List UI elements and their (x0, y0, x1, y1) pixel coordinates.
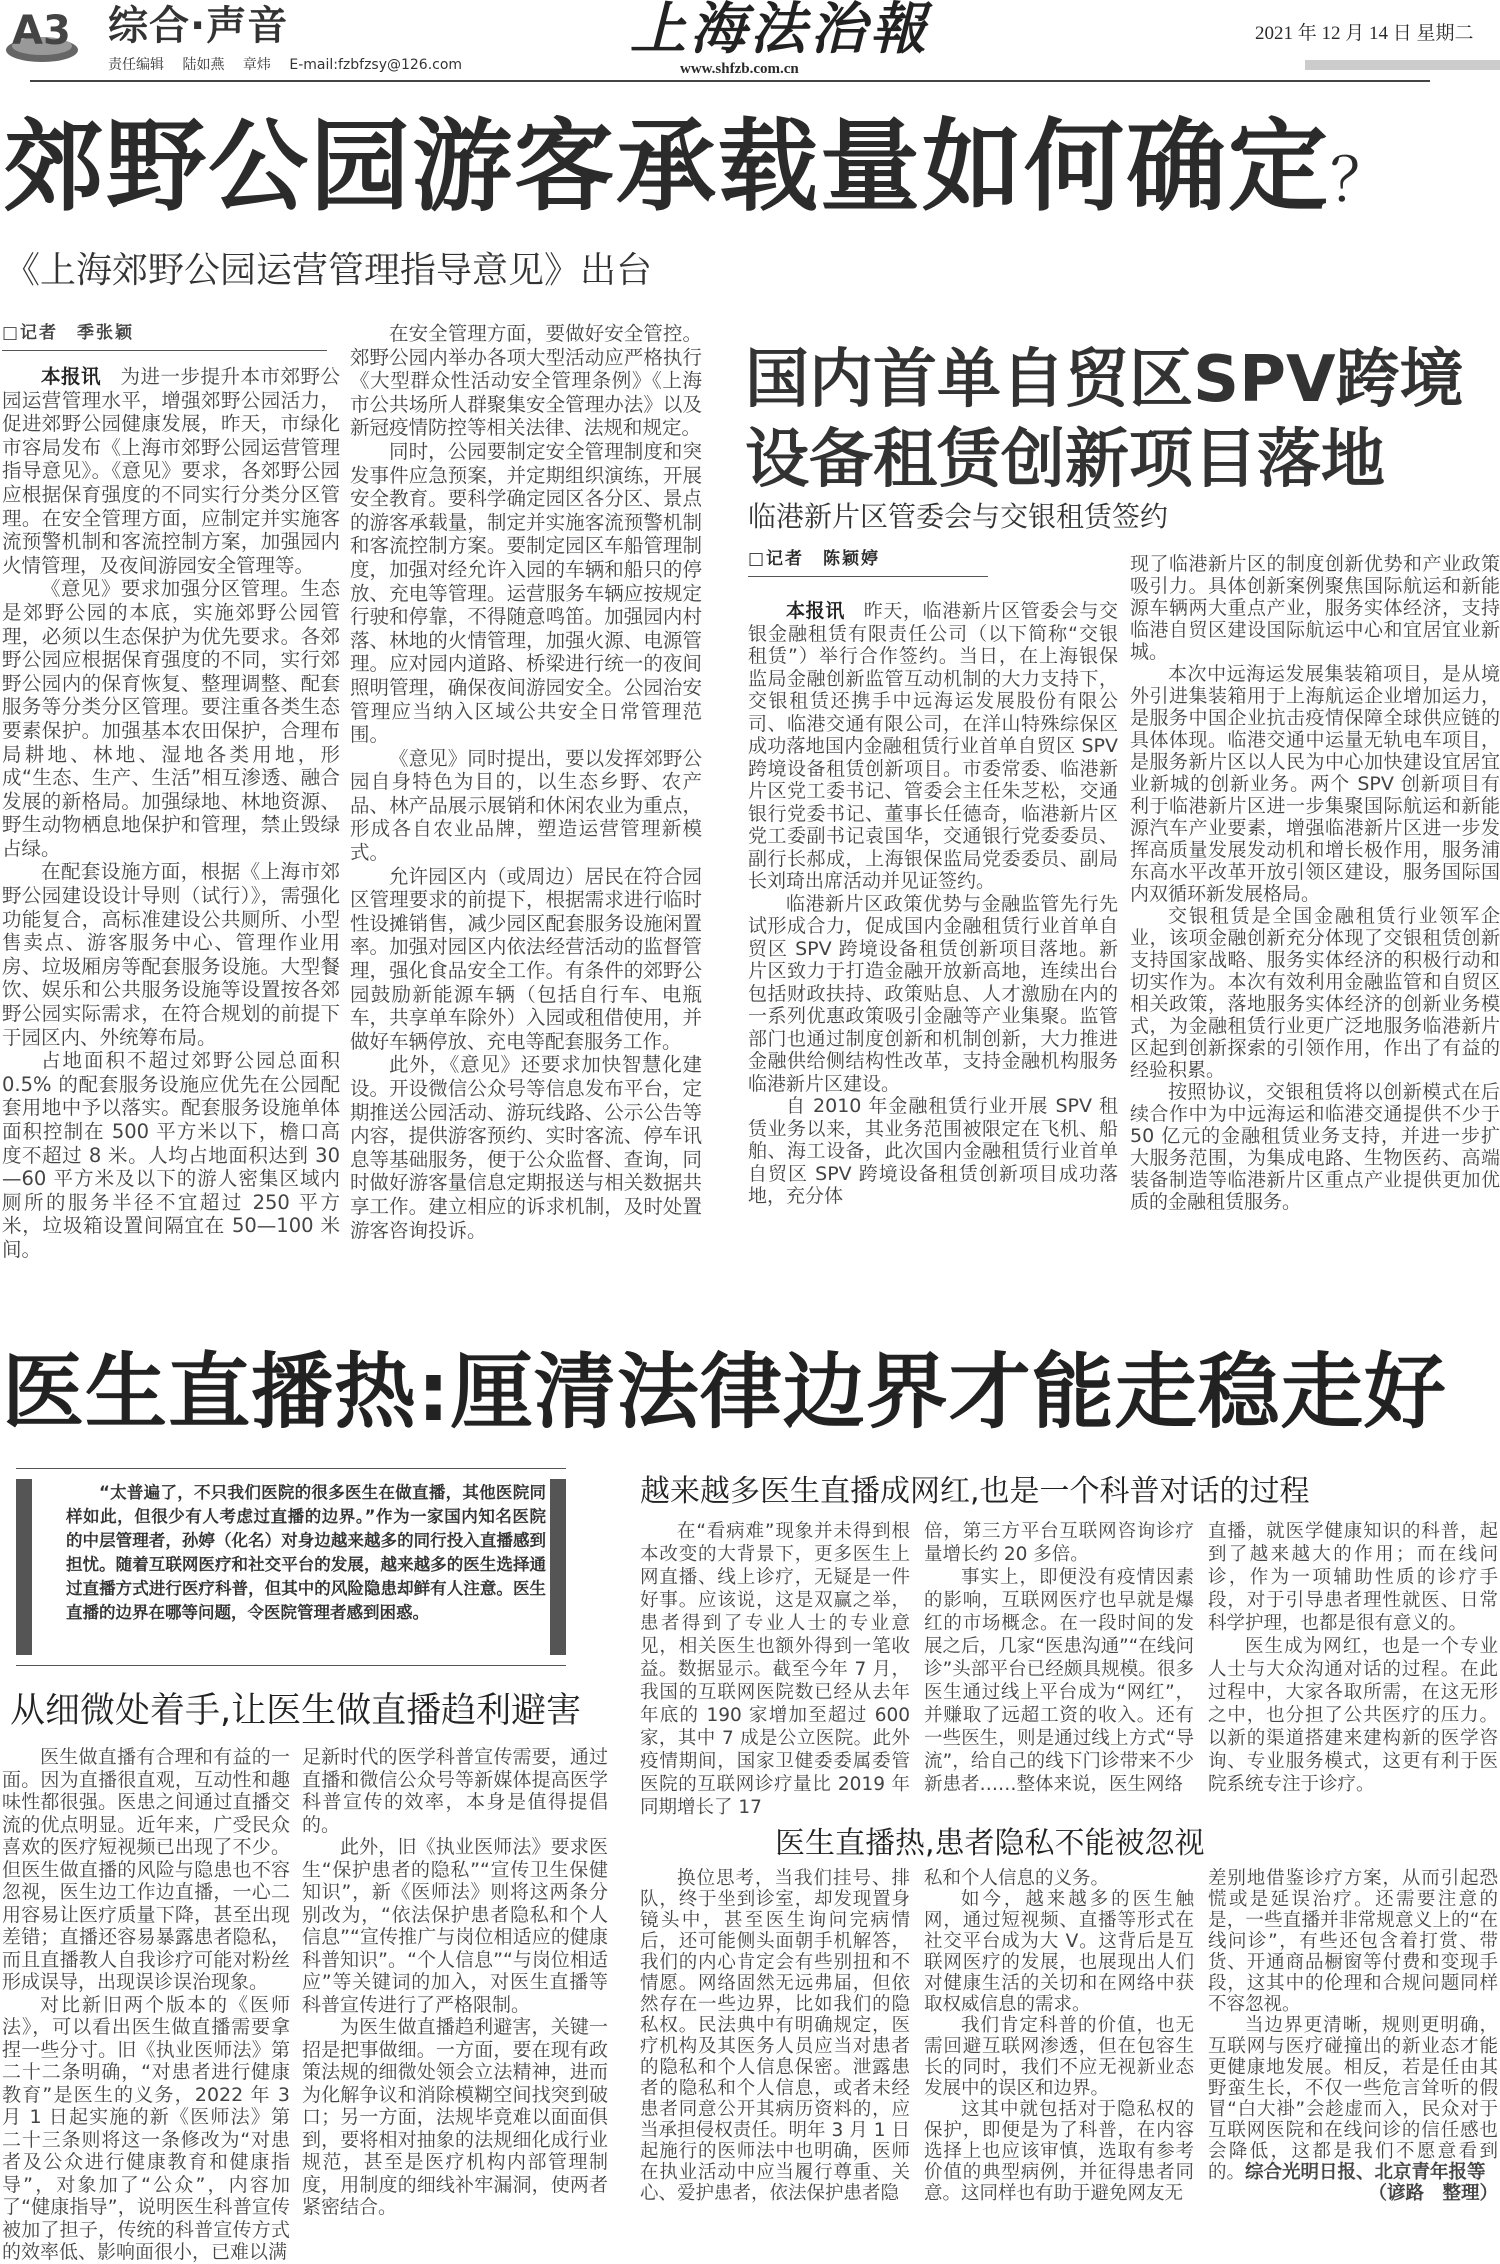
article2-subtitle: 临港新片区管委会与交银租赁签约 (748, 500, 1169, 533)
website-link[interactable]: www.shfzb.com.cn (680, 61, 799, 77)
paragraph: 现了临港新片区的制度创新优势和产业政策吸引力。具体创新案例聚焦国际航运和新能源车辆两大重点产业，服务实体经济，支持临港自贸区建设国际航运中心和宜居宜业新城。 (1130, 553, 1500, 663)
paragraph: 为医生做直播趋利避害，关键一招是把事做细。一方面，要在现有政策法规的细微处领会立法精神，进而为化解争议和消除模糊空间找突到破口；另一方面，法规毕竟难以面面俱到，要将相对抽象的法规细化成行业规范，甚至是医疗机构内部管理制度，用制度的细线补牢漏洞，使两者紧密结合。 (302, 2016, 608, 2218)
right-top-heading: 越来越多医生直播成网红,也是一个科普对话的过程 (640, 1474, 1310, 1509)
right-bottom-column-1 (640, 1868, 910, 2204)
right-bottom-column-3 (1208, 1868, 1498, 2204)
paragraph: 临港新片区政策优势与金融监管先行先试形成合力，促成国内金融租赁行业首单自贸区 SPV 跨境设备租赁创新项目落地。新片区致力于打造金融开放新高地，连续出台包括财政扶持、政策贴息、人才激励在内的一系列优惠政策吸引金融等产业集聚。监管部门也通过制度创新和机制创新，大力推进金融供给侧结构性改革，支持金融机构服务临港新片区建设。 (748, 892, 1118, 1095)
issue-date: 2021 年 12 月 14 日 星期二 (1255, 23, 1474, 44)
paragraph: 此外，《意见》还要求加快智慧化建设。开设微信公众号等信息发布平台，定期推送公园活动、游玩线路、公示公告等内容，提供游客预约、实时客流、停车讯息等基础服务，便于公众监督、查询，同时做好游客量信息定期报送与相关数据共享工作。建立相应的诉求机制，及时处置游客咨询投诉。 (350, 1053, 702, 1242)
page-number-badge (4, 4, 86, 64)
paragraph (1208, 2015, 1498, 2183)
paragraph: 允许园区内（或周边）居民在符合园区管理要求的前提下，根据需求进行临时性设摊销售，减少园区配套服务设施闲置率。加强对园区内依法经营活动的监督管理，强化食品安全工作。有条件的郊野公园鼓励新能源车辆（包括自行车、电瓶车，共享单车除外）入园或租借使用，并做好车辆停放、充电等配套服务工作。 (350, 864, 702, 1053)
page-number: A3 (12, 8, 71, 54)
editor-note: （谚路 整理） (1368, 2183, 1498, 2204)
right-top-column-2 (924, 1520, 1194, 1796)
article1-headline (4, 108, 1392, 225)
article1-column-1 (2, 322, 340, 1262)
intro-quote-text: “太普遍了，不只我们医院的很多医生在做直播，其他医院同样如此，但很少有人考虑过直播的边界。”作为一家国内知名医院的中层管理者，孙婷（化名）对身边越来越多的同行投入直播感到担忧。随着互联网医疗和社交平台的发展，越来越多的医生选择通过直播方式进行医疗科普，但其中的风险隐患却鲜有人注意。医生直播的边界在哪等问题，令医院管理者感到困惑。 (66, 1483, 546, 1622)
paragraph: 足新时代的医学科普宣传需要，通过直播和微信公众号等新媒体提高医学科普宣传的效率，本身是值得提倡的。 (302, 1746, 608, 1836)
source-credit: 综合光明日报、北京青年报等 (1245, 2162, 1486, 2183)
paragraph: 占地面积不超过郊野公园总面积 0.5% 的配套服务设施应优先在公园配套用地中予以落实。配套服务设施单体面积控制在 500 平方米以下，檐口高度不超过 8 米。人均占地面积达到 30—60 平方米及以下的游人密集区域内厕所的服务半径不宜超过 250 平方米，垃圾箱设置间隔宜在 50—100 米间。 (2, 1049, 340, 1261)
paragraph: 对比新旧两个版本的《医师法》，可以看出医生做直播需要拿捏一些分寸。旧《执业医师法》第二十二条明确，“对患者进行健康教育”是医生的义务，2022 年 3 月 1 日起实施的新《医师法》第二十三条则将这一条修改为“对患者及公众进行健康教育和健康指导”，对象加了“公众”，内容加了“健康指导”，说明医生科普宣传被加了担子，传统的科普宣传方式的效率低、影响面很小，已难以满 (2, 1993, 290, 2263)
left-section-heading: 从细微处着手,让医生做直播趋利避害 (10, 1691, 582, 1731)
paragraph: 直播，就医学健康知识的科普，起到了越来越大的作用；而在线问诊，作为一项辅助性质的诊疗手段，对于引导患者理性就医、日常科学护理，也都是很有意义的。 (1208, 1521, 1498, 1634)
paragraph: 差别地借鉴诊疗方案，从而引起恐慌或是延误治疗。还需要注意的是，一些直播并非常规意义上的“在线问诊”，有些还包含着打赏、带货、开通商品橱窗等付费和变现手段，这其中的伦理和合规问题同样不容忽视。 (1208, 1868, 1498, 2015)
lead-tag: 本报讯 (41, 365, 101, 388)
right-top-column-3 (1208, 1520, 1498, 1796)
paragraph: 事实上，即便没有疫情因素的影响，互联网医疗也早就是爆红的市场概念。在一段时间的发展之后，几家“医患沟通”“在线问诊”头部平台已经颇具规模。很多医生通过线上平台成为“网红”，并赚取了远超工资的收入。还有一些医生，则是通过线上方式“导流”，给自己的线下门诊带来不少新患者……整体来说，医生网络 (924, 1567, 1194, 1795)
quote-bar-right (550, 1479, 566, 1655)
paragraph-text: 当边界更清晰，规则更明确，互联网与医疗碰撞出的新业态才能更健康地发展。相反，若是任由其野蛮生长，不仅一些危言耸听的假冒“白大褂”会趁虚而入，民众对于互联网医院和在线问诊的信任感也会降低，这都是我们不愿意看到的。 (1208, 2015, 1498, 2183)
editors-label: 责任编辑 (108, 57, 164, 73)
editor-name: 章炜 (242, 57, 271, 73)
paragraph-text: 昨天，临港新片区管委会与交银金融租赁有限责任公司（以下简称“交银租赁”）举行合作签约。当日，在上海银保监局金融创新监管互动机制的大力支持下，交银租赁还携手中远海运发展股份有限公司、临港交通有限公司，在洋山特殊综保区成功落地国内金融租赁行业首单自贸区 SPV 跨境设备租赁创新项目。市委常委、临港新片区党工委书记、管委会主任朱芝松，交通银行党委书记、董事长任德奇，临港新片区党工委副书记袁国华，交通银行党委委员、副行长郝成，上海银保监局党委委员、副局长刘琦出席活动并见证签约。 (748, 600, 1118, 892)
right-bottom-column-2 (924, 1868, 1194, 2204)
article3-headline: 医生直播热:厘清法律边界才能走稳走好 (2, 1345, 1447, 1440)
article1-byline: □记者 季张颖 (2, 322, 327, 351)
headline-question-mark: ？ (1330, 146, 1392, 216)
paragraph: 这其中就包括对于隐私权的保护，即便是为了科普，在内容选择上也应该审慎，选取有参考价值的典型病例，并征得患者同意。这同样也有助于避免网友无 (924, 2099, 1194, 2204)
section-title: 综合·声音 (108, 3, 289, 49)
paragraph: 换位思考，当我们挂号、排队，终于坐到诊室，却发现置身镜头中，甚至医生询问完病情后，还可能侧头面朝手机解答，我们的内心肯定会有些别扭和不情愿。网络固然无远弗届，但依然存在一些边界，比如我们的隐私权。民法典中有明确规定，医疗机构及其医务人员应当对患者的隐私和个人信息保密。泄露患者的隐私和个人信息，或者未经患者同意公开其病历资料的，应当承担侵权责任。明年 3 月 1 日起施行的医师法中也明确，医师在执业活动中应当履行尊重、关心、爱护患者，依法保护患者隐 (640, 1868, 910, 2204)
paragraph: 本次中远海运发展集装箱项目，是从境外引进集装箱用于上海航运企业增加运力，是服务中国企业抗击疫情保障全球供应链的具体体现。临港交通中运量无轨电车项目，是服务新片区以人民为中心加快建设宜居宜业新城的创新业务。两个 SPV 创新项目有利于临港新片区进一步集聚国际航运和新能源汽车产业要素，增强临港新片区进一步发挥高质量发展发动机和增长极作用，服务浦东高水平改革开放引领区建设，服务国际国内双循环新发展格局。 (1130, 663, 1500, 905)
editor-email: E-mail:fzbfzsy@126.com (289, 57, 463, 73)
paragraph: 《意见》要求加强分区管理。生态是郊野公园的本底，实施郊野公园管理，必须以生态保护为优先要求。各郊野公园应根据保育强度的不同，实行郊野公园内的保育恢复、整理调整、配套服务等分类分区管理。要注重各类生态要素保护。加强基本农田保护，合理布局耕地、林地、湿地各类用地，形成“生态、生产、生活”相互渗透、融合发展的新格局。加强绿地、林地资源、野生动物栖息地保护和管理，禁止毁绿占绿。 (2, 577, 340, 860)
right-top-column-1 (640, 1520, 910, 1819)
quote-bar-left (16, 1479, 32, 1655)
paragraph: 同时，公园要制定安全管理制度和突发事件应急预案，并定期组织演练，开展安全教育。要科学确定园区各分区、景点的游客承载量，制定并实施客流预警机制和客流控制方案。要制定园区车船管理制度，加强对经允许入园的车辆和船只的停放、充电等管理。运营服务车辆应按规定行驶和停靠，不得随意鸣笛。加强园内村落、林地的火情管理，加强火源、电源管理。应对园内道路、桥梁进行统一的夜间照明管理，确保夜间游园安全。公园治安管理应当纳入区域公共安全日常管理范围。 (350, 439, 702, 747)
paragraph: 在“看病难”现象并未得到根本改变的大背景下，更多医生上网直播、线上诊疗，无疑是一件好事。应该说，这是双赢之举，患者得到了专业人士的专业意见，相关医生也额外得到一笔收益。数据显示。截至今年 7 月，我国的互联网医院数已经从去年年底的 190 家增加至超过 600 家，其中 7 成是公立医院。此外疫情期间，国家卫健委委属委管医院的互联网诊疗量比 2019 年同期增长了 17 (640, 1521, 910, 1818)
paragraph: 私和个人信息的义务。 (924, 1868, 1110, 1889)
paragraph: 交银租赁是全国金融租赁行业领军企业，该项金融创新充分体现了交银租赁创新支持国家战略、服务实体经济的积极行动和切实作为。本次有效利用金融监管和自贸区相关政策，落地服务实体经济的创新业务模式，为金融租赁行业更广泛地服务临港新片区起到创新探索的引领作用，作出了有益的经验积累。 (1130, 905, 1500, 1081)
article2-byline: □记者 陈颖婷 (748, 548, 988, 577)
editor-name: 陆如燕 (182, 57, 225, 73)
lead-tag: 本报讯 (786, 600, 845, 622)
paragraph: 此外，旧《执业医师法》要求医生“保护患者的隐私”“宣传卫生保健知识”，新《医师法》则将这两条分别改为，“依法保护患者隐私和个人信息”“宣传推广与岗位相适应的健康科普知识”。“个人信息”“与岗位相适应”等关键词的加入，对医生直播等科普宣传进行了严格限制。 (302, 1836, 608, 2016)
headline-text: 郊野公园游客承载量如何确定 (4, 108, 1330, 225)
article2-headline (745, 340, 1464, 500)
paragraph (748, 600, 1118, 893)
header-divider (30, 80, 1430, 82)
paragraph: 在安全管理方面，要做好安全管控。郊野公园内举办各项大型活动应严格执行《大型群众性活动安全管理条例》《上海市公共场所人群聚集安全管理办法》以及新冠疫情防控等相关法律、法规和规定。 (350, 322, 702, 440)
right-bottom-heading: 医生直播热,患者隐私不能被忽视 (775, 1826, 1205, 1861)
paragraph: 倍，第三方平台互联网咨询诊疗量增长约 20 多倍。 (924, 1521, 1194, 1565)
paragraph: 自 2010 年金融租赁行业开展 SPV 租赁业务以来，其业务范围被限定在飞机、船舶、海工设备，此次国内金融租赁行业首单自贸区 SPV 跨境设备租赁创新项目成功落地，充分体 (748, 1095, 1118, 1207)
editors-line (108, 56, 476, 74)
paragraph: 医生做直播有合理和有益的一面。因为直播很直观，互动性和趣味性都很强。医患之间通过直播交流的优点明显。近年来，广受民众喜欢的医疗短视频已出现了不少。但医生做直播的风险与隐患也不容忽视，医生边工作边直播，一心二用容易让医疗质量下降，甚至出现差错；直播还容易暴露患者隐私，而且直播教人自我诊疗可能对粉丝形成误导，出现误诊误治现象。 (2, 1746, 290, 1993)
article2-column-2 (1130, 553, 1500, 1213)
paragraph: 在配套设施方面，根据《上海市郊野公园建设设计导则（试行）》，需强化功能复合，高标准建设公共厕所、小型售卖点、游客服务中心、管理作业用房、垃圾厢房等配套服务设施。大型餐饮、娱乐和公共服务设施等设置按各郊野公园实际需求，在符合规划的前提下于园区内、外统筹布局。 (2, 860, 340, 1049)
decorative-bar (1305, 60, 1500, 70)
paragraph: 《意见》同时提出，要以发挥郊野公园自身特色为目的，以生态乡野、农产品、林产品展示展销和休闲农业为重点，形成各自农业品牌，塑造运营管理新模式。 (350, 746, 702, 865)
paragraph (2, 365, 340, 577)
article1-column-2 (350, 322, 702, 1242)
paragraph: 如今，越来越多的医生触网，通过短视频、直播等形式在社交平台成为大 V。这背后是互联网医疗的发展，也展现出人们对健康生活的关切和在网络中获取权威信息的需求。 (924, 1889, 1194, 2015)
newspaper-masthead: 上海法治報 (630, 0, 930, 62)
headline-line: 国内首单自贸区SPV跨境 (745, 343, 1464, 417)
headline-line: 设备租赁创新项目落地 (745, 423, 1385, 497)
paragraph: 按照协议，交银租赁将以创新模式在后续合作中为中远海运和临港交通提供不少于 50 亿元的金融租赁业务支持，并进一步扩大服务范围，为集成电路、生物医药、高端装备制造等临港新片区重点产业提供更加优质的金融租赁服务。 (1130, 1081, 1500, 1213)
paragraph: 医生成为网红，也是一个专业人士与大众沟通对话的过程。在此过程中，大家各取所需，在这无形之中，也分担了公共医疗的压力。以新的渠道搭建来建构新的医学咨询、专业服务模式，这更有利于医院系统专注于诊疗。 (1208, 1636, 1498, 1795)
paragraph-text: 为进一步提升本市郊野公园运营管理水平，增强郊野公园活力，促进郊野公园健康发展，昨天，市绿化市容局发布《上海市郊野公园运营管理指导意见》。《意见》要求，各郊野公园应根据保育强度的不同实行分类分区管理。在安全管理方面，应制定并实施客流预警机制和客流控制方案，加强园内火情管理，及夜间游园安全管理等。 (2, 365, 340, 577)
article1-subtitle: 《上海郊野公园运营管理指导意见》出台 (4, 250, 653, 291)
intro-quote-box (16, 1468, 566, 1666)
left-section-column-1 (2, 1746, 290, 2264)
left-section-column-2 (302, 1746, 608, 2219)
article2-column-1 (748, 600, 1118, 1208)
paragraph: 我们肯定科普的价值，也无需回避互联网渗透，但在包容生长的同时，我们不应无视新业态发展中的误区和边界。 (924, 2015, 1194, 2099)
